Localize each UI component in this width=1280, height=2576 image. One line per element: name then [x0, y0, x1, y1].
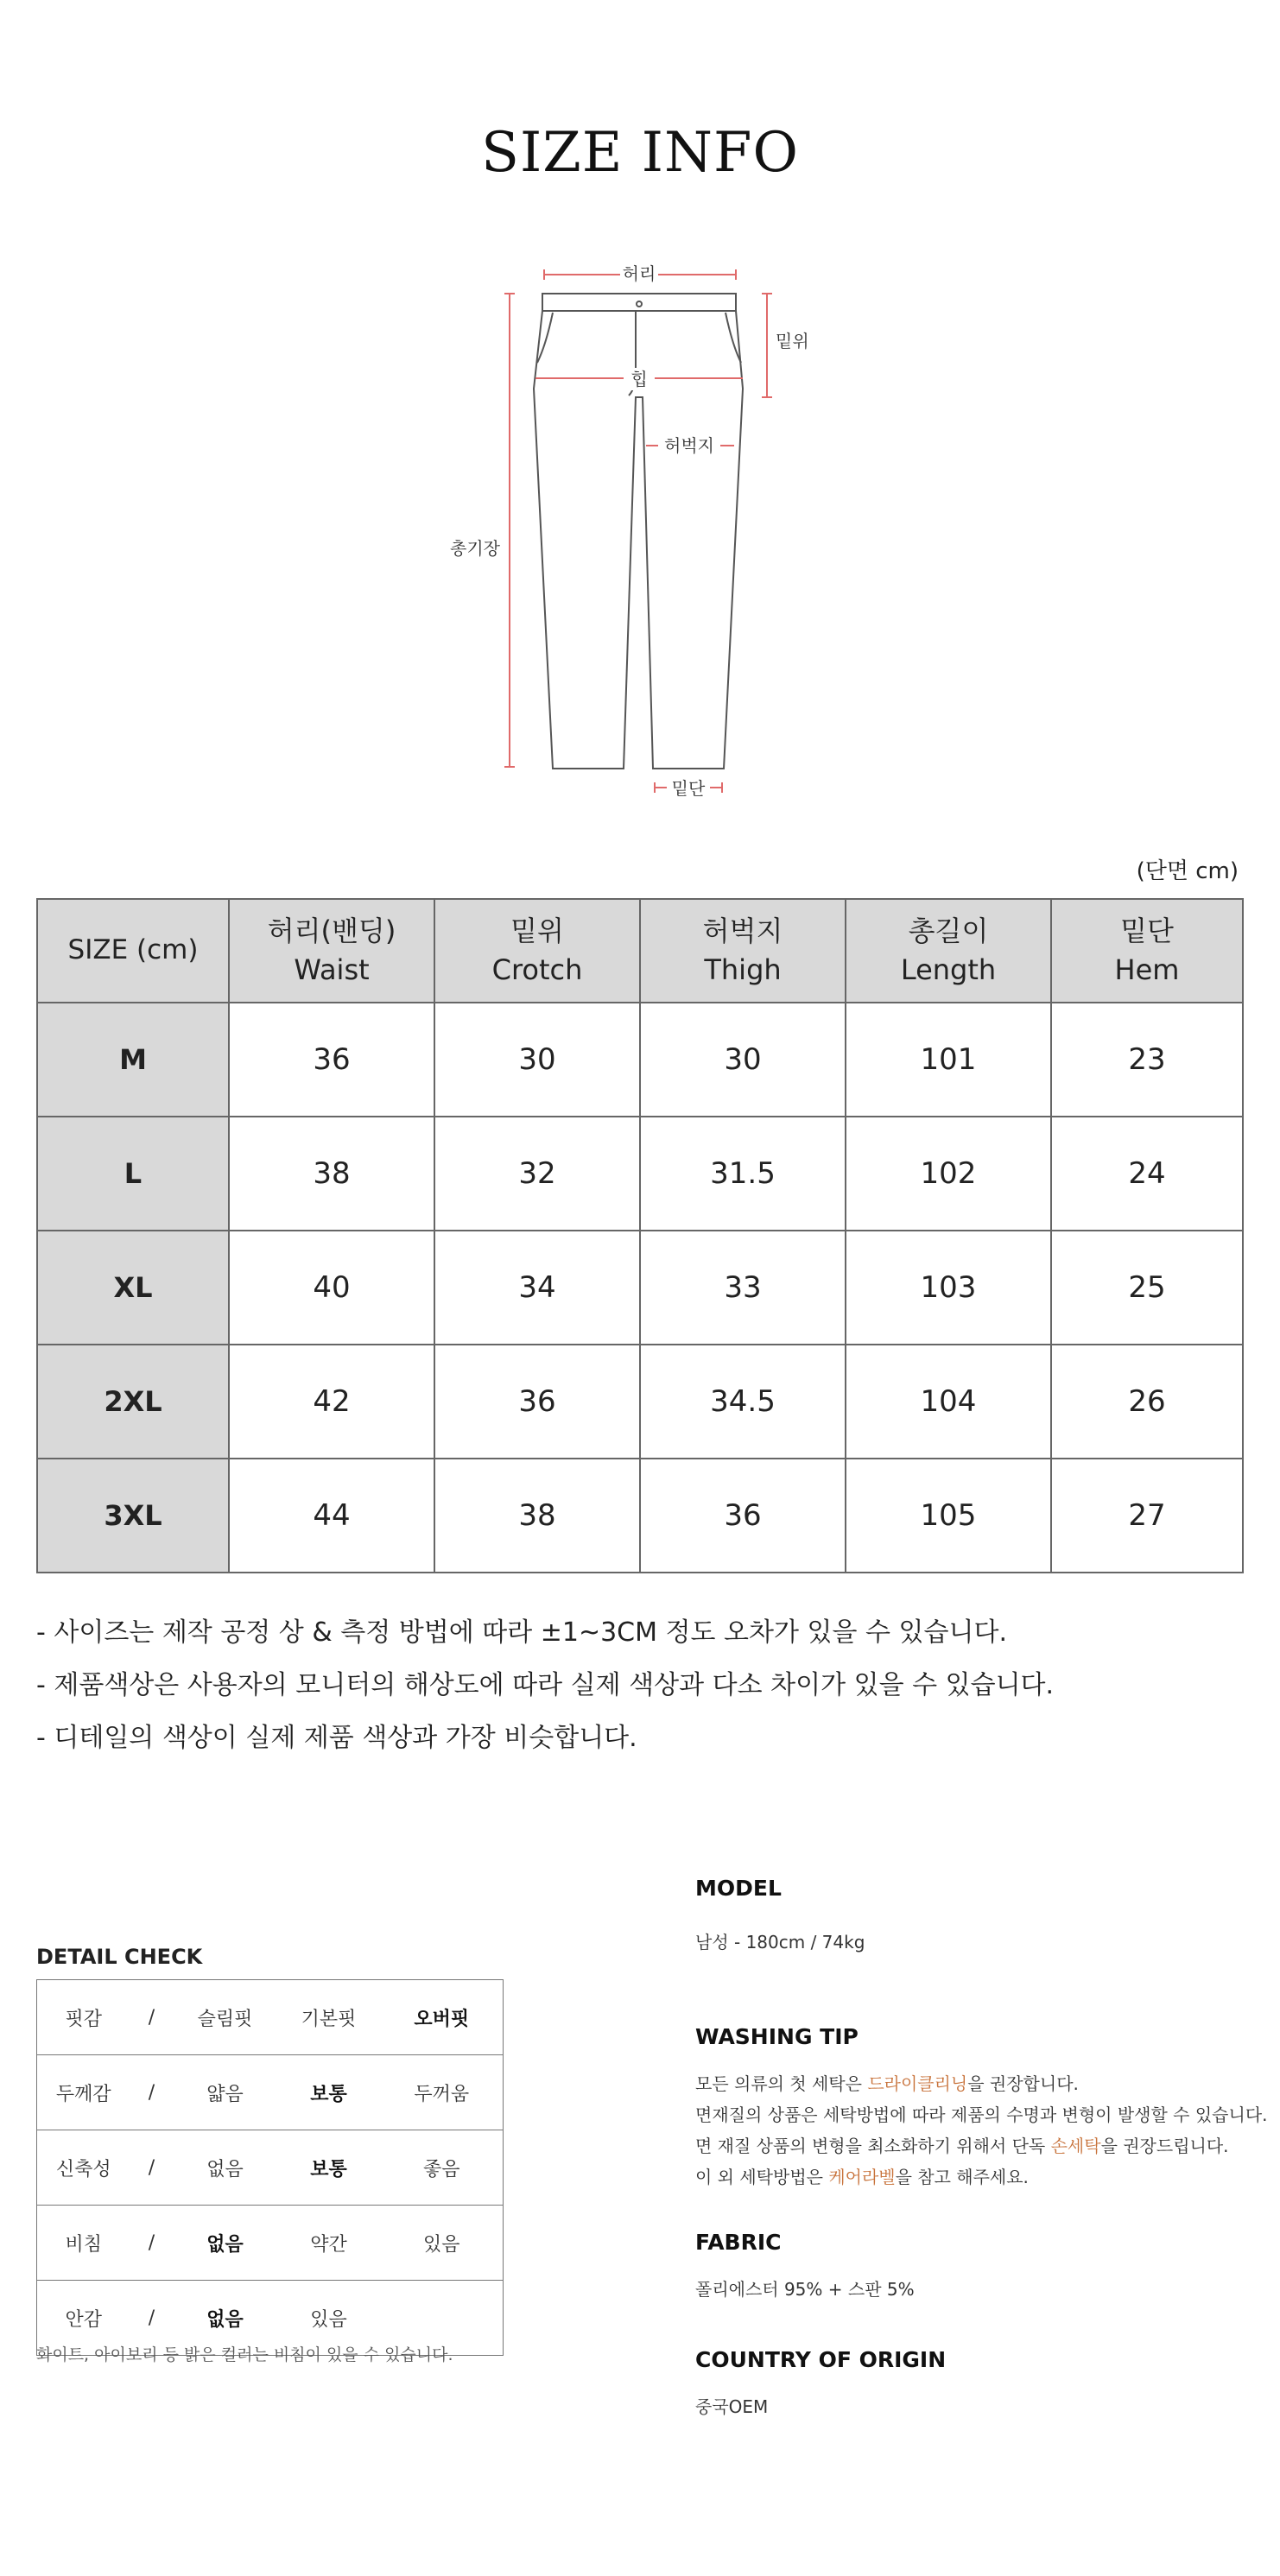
detail-option: 보통 — [277, 2055, 381, 2130]
detail-separator: / — [130, 2130, 174, 2206]
table-cell: 104 — [846, 1345, 1051, 1459]
detail-separator: / — [130, 1980, 174, 2055]
detail-separator: / — [130, 2055, 174, 2130]
table-cell: 36 — [434, 1345, 640, 1459]
table-cell: 38 — [229, 1117, 434, 1231]
detail-option: 있음 — [277, 2281, 381, 2356]
origin-text: 중국OEM — [695, 2396, 769, 2417]
washing-text: 면 재질 상품의 변형을 최소화하기 위해서 단독 — [695, 2136, 1051, 2156]
detail-option: 두꺼움 — [381, 2055, 504, 2130]
fabric-text: 폴리에스터 95% + 스판 5% — [695, 2279, 915, 2300]
note-line: - 사이즈는 제작 공정 상 & 측정 방법에 따라 ±1~3CM 정도 오차가 있을 수 있습니다. — [36, 1617, 1007, 1648]
table-cell: 31.5 — [640, 1117, 846, 1231]
size-table-header — [37, 899, 1243, 1003]
header-length — [846, 899, 1051, 1003]
table-cell: 36 — [640, 1459, 846, 1573]
origin-title: COUNTRY OF ORIGIN — [695, 2347, 947, 2372]
detail-option: 약간 — [277, 2206, 381, 2281]
detail-label: 비침 — [37, 2206, 130, 2281]
table-cell: 105 — [846, 1459, 1051, 1573]
washing-section — [695, 2024, 1268, 2193]
washing-title: WASHING TIP — [695, 2024, 859, 2049]
header-hem-en: Hem — [1114, 953, 1180, 986]
table-cell: 26 — [1051, 1345, 1243, 1459]
table-cell: 23 — [1051, 1003, 1243, 1117]
table-cell: 44 — [229, 1459, 434, 1573]
washing-line-4 — [695, 2161, 1268, 2193]
size-cell: L — [37, 1117, 229, 1231]
table-cell: 42 — [229, 1345, 434, 1459]
size-table — [36, 898, 1244, 1573]
detail-separator: / — [130, 2206, 174, 2281]
header-length-en: Length — [900, 953, 997, 986]
washing-highlight: 드라이클리닝 — [867, 2073, 968, 2094]
detail-option: 없음 — [174, 2206, 277, 2281]
washing-text: 이 외 세탁방법은 — [695, 2167, 829, 2187]
detail-note: 화이트, 아이보리 등 밝은 컬러는 비침이 있을 수 있습니다. — [36, 2345, 453, 2364]
note-line: - 디테일의 색상이 실제 제품 색상과 가장 비슷합니다. — [36, 1723, 637, 1753]
table-cell: 33 — [640, 1231, 846, 1345]
header-waist — [229, 899, 434, 1003]
hip-label: 힙 — [630, 369, 648, 389]
table-cell: 38 — [434, 1459, 640, 1573]
note-line: - 제품색상은 사용자의 모니터의 해상도에 따라 실제 색상과 다소 차이가 있을 수 있습니다. — [36, 1670, 1055, 1700]
table-cell: 34.5 — [640, 1345, 846, 1459]
header-crotch-en: Crotch — [491, 953, 583, 986]
washing-text: 을 권장합니다. — [967, 2073, 1079, 2094]
header-thigh — [640, 899, 846, 1003]
detail-row — [37, 2055, 504, 2130]
size-cell: XL — [37, 1231, 229, 1345]
size-cell: 2XL — [37, 1345, 229, 1459]
waist-label: 허리 — [622, 263, 656, 284]
header-thigh-kr: 허벅지 — [702, 915, 783, 948]
hem-label: 밑단 — [671, 778, 706, 799]
header-waist-kr: 허리(밴딩) — [267, 915, 396, 948]
header-thigh-en: Thigh — [704, 953, 782, 986]
detail-label: 신축성 — [37, 2130, 130, 2206]
thigh-label: 허벅지 — [664, 435, 714, 456]
detail-row — [37, 2206, 504, 2281]
length-label: 총기장 — [450, 538, 500, 559]
table-cell: 103 — [846, 1231, 1051, 1345]
table-row — [37, 1459, 1243, 1573]
detail-label: 안감 — [37, 2281, 130, 2356]
washing-line-1 — [695, 2068, 1268, 2099]
header-waist-en: Waist — [294, 953, 370, 986]
size-cell: M — [37, 1003, 229, 1117]
table-cell: 102 — [846, 1117, 1051, 1231]
detail-option: 좋음 — [381, 2130, 504, 2206]
table-cell: 34 — [434, 1231, 640, 1345]
table-cell: 101 — [846, 1003, 1051, 1117]
table-row — [37, 1231, 1243, 1345]
detail-option: 없음 — [174, 2281, 277, 2356]
model-section — [695, 1876, 865, 1958]
pants-diagram — [432, 250, 809, 812]
washing-line-2: 면재질의 상품은 세탁방법에 따라 제품의 수명과 변형이 발생할 수 있습니다. — [695, 2104, 1268, 2125]
page-title: SIZE INFO — [481, 121, 799, 185]
table-row — [37, 1345, 1243, 1459]
header-crotch — [434, 899, 640, 1003]
detail-check-title: DETAIL CHECK — [36, 1945, 203, 1969]
header-length-kr: 총길이 — [908, 915, 989, 948]
unit-note: (단면 cm) — [1136, 858, 1239, 884]
model-title: MODEL — [695, 1876, 782, 1901]
washing-highlight: 손세탁 — [1050, 2136, 1101, 2156]
detail-row — [37, 2130, 504, 2206]
fabric-title: FABRIC — [695, 2230, 782, 2255]
table-cell: 24 — [1051, 1117, 1243, 1231]
header-size — [37, 899, 229, 1003]
model-text: 남성 - 180cm / 74kg — [695, 1932, 865, 1953]
header-hem-kr: 밑단 — [1120, 915, 1174, 948]
washing-text: 모든 의류의 첫 세탁은 — [695, 2073, 868, 2094]
table-cell: 36 — [229, 1003, 434, 1117]
size-cell: 3XL — [37, 1459, 229, 1573]
table-cell: 32 — [434, 1117, 640, 1231]
origin-section — [695, 2347, 946, 2422]
table-cell: 25 — [1051, 1231, 1243, 1345]
detail-separator: / — [130, 2281, 174, 2356]
washing-line-3 — [695, 2130, 1268, 2161]
washing-text: 을 참고 해주세요. — [895, 2167, 1029, 2187]
detail-row — [37, 1980, 504, 2055]
detail-check-table — [36, 1979, 504, 2356]
detail-option: 슬림핏 — [174, 1980, 277, 2055]
detail-option: 오버핏 — [381, 1980, 504, 2055]
table-row — [37, 1117, 1243, 1231]
fabric-section — [695, 2230, 915, 2305]
detail-option: 얇음 — [174, 2055, 277, 2130]
detail-label: 핏감 — [37, 1980, 130, 2055]
header-hem — [1051, 899, 1243, 1003]
detail-label: 두께감 — [37, 2055, 130, 2130]
rise-label: 밑위 — [776, 331, 809, 351]
detail-option: 보통 — [277, 2130, 381, 2206]
table-row — [37, 1003, 1243, 1117]
table-cell: 30 — [434, 1003, 640, 1117]
table-cell: 40 — [229, 1231, 434, 1345]
header-size-label: SIZE (cm) — [67, 934, 199, 966]
size-notes — [36, 1606, 1054, 1764]
washing-text: 을 권장드립니다. — [1100, 2136, 1229, 2156]
table-cell: 30 — [640, 1003, 846, 1117]
pants-outline — [534, 294, 743, 769]
measure-lines — [504, 269, 772, 793]
detail-option: 없음 — [174, 2130, 277, 2206]
table-cell: 27 — [1051, 1459, 1243, 1573]
header-crotch-kr: 밑위 — [510, 915, 564, 948]
washing-highlight: 케어라벨 — [828, 2167, 896, 2187]
detail-option: 있음 — [381, 2206, 504, 2281]
detail-option: 기본핏 — [277, 1980, 381, 2055]
